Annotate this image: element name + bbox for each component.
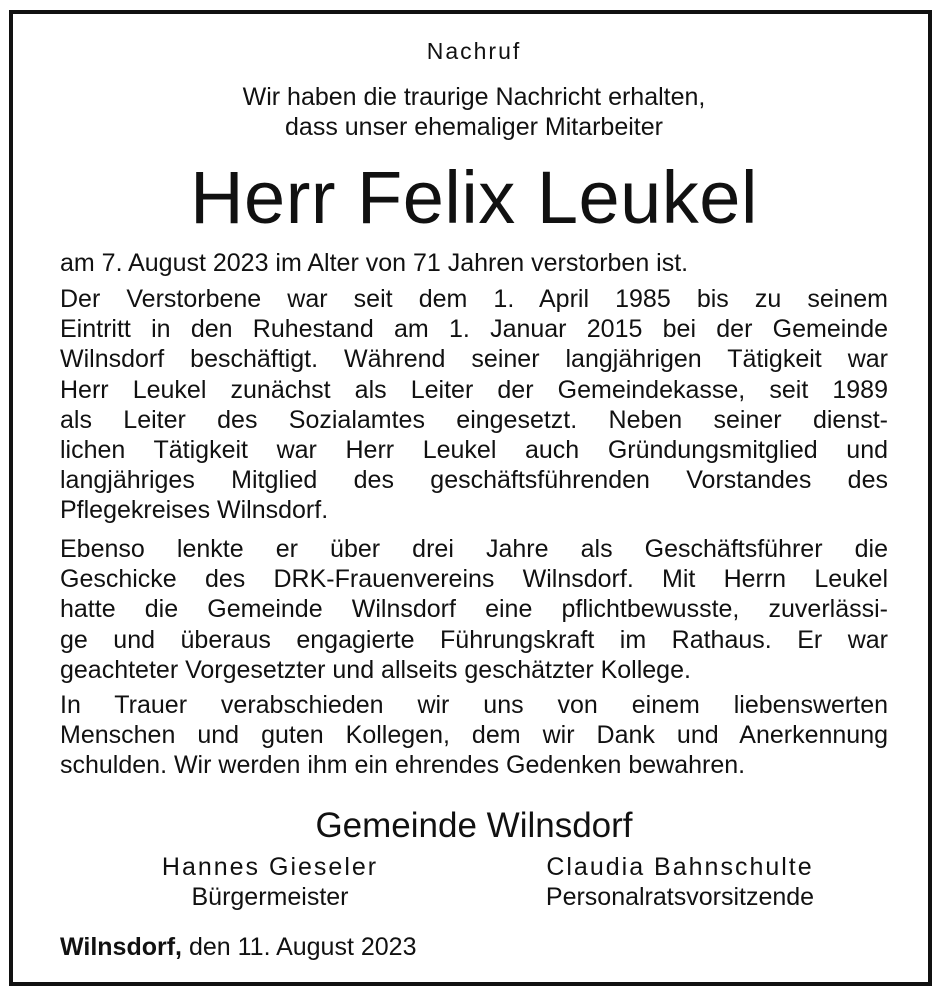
text-line: als Leiter des Sozialamtes eingesetzt. Neben seiner dienst- bbox=[60, 405, 888, 434]
organization-name: Gemeinde Wilnsdorf bbox=[315, 806, 633, 845]
notice-heading: Nachruf bbox=[426, 38, 522, 64]
text-line: lichen Tätigkeit war Herr Leukel auch Gründungsmitglied und bbox=[60, 436, 888, 465]
text-line: Eintritt in den Ruhestand am 1. Januar 2015 bei der Gemeinde bbox=[60, 315, 888, 344]
intro-text bbox=[60, 82, 888, 142]
death-line: am 7. August 2023 im Alter von 71 Jahren verstorben ist. bbox=[60, 249, 689, 277]
text-line: langjähriges Mitglied des geschäftsführenden Vorstandes des bbox=[60, 466, 888, 495]
paragraph-drk bbox=[60, 534, 888, 685]
text-line: Wilnsdorf beschäftigt. Während seiner langjährigen Tätigkeit war bbox=[60, 345, 888, 374]
signatory-mayor bbox=[120, 852, 420, 912]
text-line: Pflegekreises Wilnsdorf. bbox=[60, 496, 329, 525]
text-line: Geschicke des DRK-Frauenvereins Wilnsdorf. Mit Herrn Leukel bbox=[60, 565, 888, 594]
signatory-role: Bürgermeister bbox=[191, 883, 349, 911]
signatory-name: Hannes Gieseler bbox=[161, 853, 379, 881]
text-line: In Trauer verabschieden wir uns von einem liebenswerten bbox=[60, 691, 888, 719]
signatory-council-chair bbox=[500, 852, 860, 912]
date: den 11. August 2023 bbox=[188, 933, 417, 961]
intro-line: Wir haben die traurige Nachricht erhalten, bbox=[242, 83, 706, 111]
place: Wilnsdorf, bbox=[60, 933, 182, 961]
text-line: Herr Leukel zunächst als Leiter der Gemeindekasse, seit 1989 bbox=[60, 375, 888, 404]
deceased-name: Herr Felix Leukel bbox=[190, 156, 758, 239]
text-line: hatte die Gemeinde Wilnsdorf eine pflichtbewusste, zuverlässi- bbox=[60, 595, 888, 624]
place-and-date bbox=[60, 932, 888, 962]
intro-line: dass unser ehemaliger Mitarbeiter bbox=[285, 113, 663, 141]
text-line: Menschen und guten Kollegen, dem wir Dank und Anerkennung bbox=[60, 721, 888, 750]
text-line: ge und überaus engagierte Führungskraft im Rathaus. Er war bbox=[60, 625, 888, 654]
text-line: geachteter Vorgesetzter und allseits geschätzter Kollege. bbox=[60, 655, 691, 684]
text-line: schulden. Wir werden ihm ein ehrendes Gedenken bewahren. bbox=[60, 751, 746, 780]
paragraph-career bbox=[60, 284, 888, 526]
signatory-role: Personalratsvorsitzende bbox=[545, 883, 815, 911]
text-line: Ebenso lenkte er über drei Jahre als Geschäftsführer die bbox=[60, 535, 888, 563]
text-line: Der Verstorbene war seit dem 1. April 1985 bis zu seinem bbox=[60, 285, 888, 313]
signatory-name: Claudia Bahnschulte bbox=[546, 853, 814, 881]
paragraph-farewell bbox=[60, 690, 888, 781]
